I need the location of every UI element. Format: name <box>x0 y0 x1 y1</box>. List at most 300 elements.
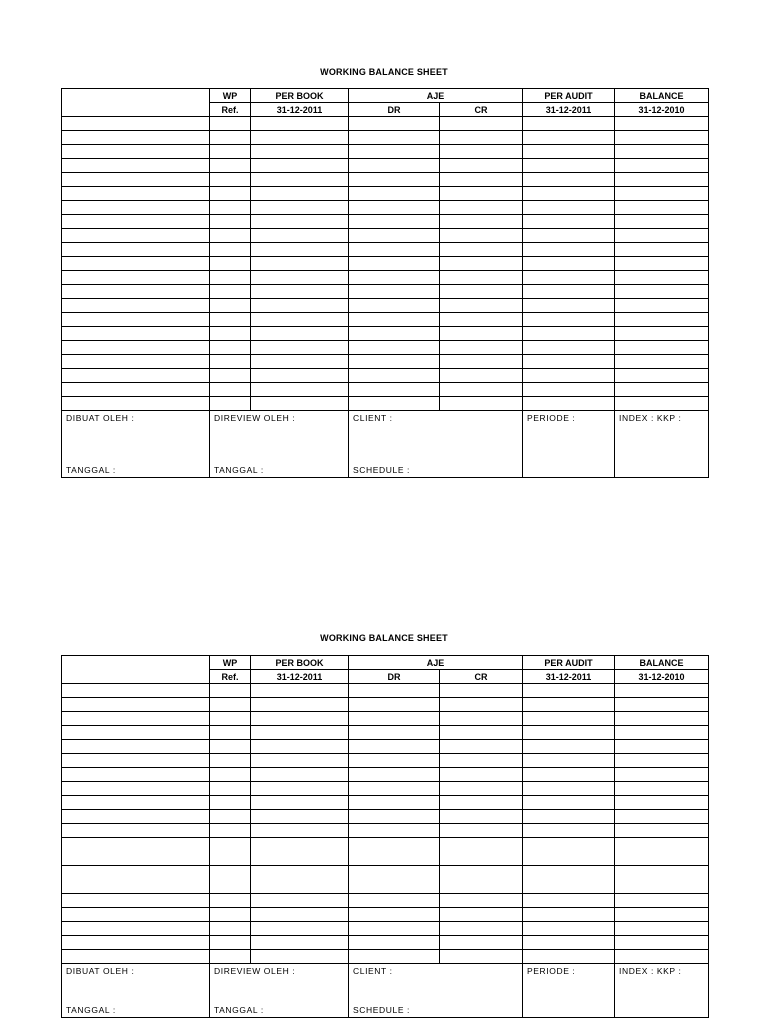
cr-cell <box>440 215 523 229</box>
cr-cell <box>440 810 523 824</box>
account-cell <box>62 187 210 201</box>
ledger-row <box>62 768 709 782</box>
cr-cell <box>440 866 523 894</box>
balance-header: BALANCE <box>615 656 709 670</box>
wp-ref-cell <box>210 341 251 355</box>
per-book-cell <box>251 908 349 922</box>
ledger-row <box>62 397 709 411</box>
per-audit-cell <box>523 159 615 173</box>
dr-header: DR <box>349 103 440 117</box>
account-cell <box>62 796 210 810</box>
balance-cell <box>615 782 709 796</box>
wp-ref-cell <box>210 131 251 145</box>
dr-cell <box>349 894 440 908</box>
cr-cell <box>440 327 523 341</box>
cr-cell <box>440 159 523 173</box>
per-book-cell <box>251 299 349 313</box>
wp-ref-cell <box>210 810 251 824</box>
ledger-row <box>62 383 709 397</box>
per-book-cell <box>251 313 349 327</box>
cr-cell <box>440 712 523 726</box>
per-audit-cell <box>523 838 615 866</box>
per-book-cell <box>251 726 349 740</box>
per-audit-cell <box>523 894 615 908</box>
cr-cell <box>440 229 523 243</box>
per-audit-cell <box>523 271 615 285</box>
wp-ref-cell <box>210 726 251 740</box>
cr-cell <box>440 740 523 754</box>
wp-ref-cell <box>210 922 251 936</box>
per-book-cell <box>251 754 349 768</box>
balance-cell <box>615 131 709 145</box>
schedule-label: SCHEDULE : <box>353 1005 411 1015</box>
dr-cell <box>349 383 440 397</box>
balance-cell <box>615 383 709 397</box>
account-cell <box>62 173 210 187</box>
ledger-row <box>62 866 709 894</box>
dr-cell <box>349 229 440 243</box>
dr-cell <box>349 698 440 712</box>
ledger-row <box>62 369 709 383</box>
wp-ref-cell <box>210 740 251 754</box>
wp-ref-cell <box>210 712 251 726</box>
wp-ref-cell <box>210 768 251 782</box>
account-cell <box>62 684 210 698</box>
wp-ref-cell <box>210 355 251 369</box>
wp-ref-cell <box>210 824 251 838</box>
cr-header: CR <box>440 103 523 117</box>
wp-ref-cell <box>210 173 251 187</box>
per-audit-cell <box>523 131 615 145</box>
per-audit-cell <box>523 782 615 796</box>
account-cell <box>62 327 210 341</box>
prepared-by-cell <box>62 964 210 1018</box>
account-cell <box>62 145 210 159</box>
ledger-row <box>62 229 709 243</box>
balance-header: BALANCE <box>615 89 709 103</box>
balance-cell <box>615 299 709 313</box>
per-book-cell <box>251 243 349 257</box>
wp-ref-cell <box>210 838 251 866</box>
prepared-by-label: DIBUAT OLEH : <box>66 413 135 423</box>
account-cell <box>62 313 210 327</box>
ledger-row <box>62 341 709 355</box>
per-audit-cell <box>523 173 615 187</box>
balance-cell <box>615 796 709 810</box>
dr-cell <box>349 397 440 411</box>
cr-cell <box>440 754 523 768</box>
ledger-row <box>62 173 709 187</box>
account-cell <box>62 397 210 411</box>
dr-header: DR <box>349 670 440 684</box>
cr-cell <box>440 894 523 908</box>
cr-cell <box>440 950 523 964</box>
per-audit-cell <box>523 922 615 936</box>
account-cell <box>62 383 210 397</box>
per-book-cell <box>251 712 349 726</box>
dr-cell <box>349 768 440 782</box>
account-cell <box>62 285 210 299</box>
ledger-row <box>62 131 709 145</box>
ledger-row <box>62 810 709 824</box>
prepared-by-cell <box>62 411 210 478</box>
dr-cell <box>349 684 440 698</box>
dr-cell <box>349 810 440 824</box>
ledger-row <box>62 796 709 810</box>
balance-cell <box>615 187 709 201</box>
per-book-cell <box>251 145 349 159</box>
ledger-row <box>62 243 709 257</box>
balance-date: 31-12-2010 <box>615 103 709 117</box>
wp-ref-cell <box>210 782 251 796</box>
ledger-row <box>62 271 709 285</box>
per-audit-cell <box>523 369 615 383</box>
per-audit-cell <box>523 810 615 824</box>
index-cell <box>615 411 709 478</box>
per-book-cell <box>251 201 349 215</box>
ledger-row <box>62 684 709 698</box>
ledger-row <box>62 355 709 369</box>
dr-cell <box>349 950 440 964</box>
wp-ref-cell <box>210 117 251 131</box>
account-cell <box>62 936 210 950</box>
per-book-cell <box>251 810 349 824</box>
balance-cell <box>615 369 709 383</box>
per-audit-cell <box>523 243 615 257</box>
ledger-row <box>62 285 709 299</box>
wp-ref-cell <box>210 397 251 411</box>
ledger-row <box>62 698 709 712</box>
per-audit-cell <box>523 754 615 768</box>
cr-cell <box>440 285 523 299</box>
ledger-row <box>62 922 709 936</box>
cr-cell <box>440 355 523 369</box>
dr-cell <box>349 824 440 838</box>
per-book-date: 31-12-2011 <box>251 103 349 117</box>
cr-cell <box>440 187 523 201</box>
per-audit-cell <box>523 187 615 201</box>
wp-ref-cell <box>210 383 251 397</box>
dr-cell <box>349 271 440 285</box>
account-cell <box>62 726 210 740</box>
per-audit-cell <box>523 796 615 810</box>
dr-cell <box>349 285 440 299</box>
per-audit-cell <box>523 229 615 243</box>
dr-cell <box>349 299 440 313</box>
ledger-row <box>62 824 709 838</box>
cr-cell <box>440 145 523 159</box>
wp-ref-cell <box>210 285 251 299</box>
account-cell <box>62 698 210 712</box>
cr-cell <box>440 684 523 698</box>
dr-cell <box>349 187 440 201</box>
dr-cell <box>349 341 440 355</box>
ledger-body <box>62 117 709 411</box>
date-label: TANGGAL : <box>214 1005 264 1015</box>
per-audit-date: 31-12-2011 <box>523 670 615 684</box>
date-label: TANGGAL : <box>66 465 116 475</box>
balance-cell <box>615 313 709 327</box>
dr-cell <box>349 754 440 768</box>
balance-cell <box>615 215 709 229</box>
cr-header: CR <box>440 670 523 684</box>
header-row <box>62 656 709 670</box>
dr-cell <box>349 257 440 271</box>
per-book-cell <box>251 768 349 782</box>
ledger-row <box>62 838 709 866</box>
dr-cell <box>349 782 440 796</box>
balance-cell <box>615 117 709 131</box>
balance-cell <box>615 145 709 159</box>
balance-cell <box>615 908 709 922</box>
per-audit-date: 31-12-2011 <box>523 103 615 117</box>
sheet-title: WORKING BALANCE SHEET <box>320 633 448 643</box>
cr-cell <box>440 131 523 145</box>
reviewed-by-cell <box>210 964 349 1018</box>
dr-cell <box>349 327 440 341</box>
cr-cell <box>440 796 523 810</box>
balance-cell <box>615 285 709 299</box>
account-cell <box>62 740 210 754</box>
balance-cell <box>615 866 709 894</box>
account-cell <box>62 824 210 838</box>
per-book-cell <box>251 341 349 355</box>
per-audit-cell <box>523 257 615 271</box>
per-book-cell <box>251 369 349 383</box>
account-cell <box>62 908 210 922</box>
per-book-cell <box>251 894 349 908</box>
per-book-date: 31-12-2011 <box>251 670 349 684</box>
period-label: PERIODE : <box>527 966 576 976</box>
date-label: TANGGAL : <box>66 1005 116 1015</box>
account-cell <box>62 894 210 908</box>
dr-cell <box>349 922 440 936</box>
balance-cell <box>615 355 709 369</box>
ledger-body <box>62 684 709 964</box>
cr-cell <box>440 173 523 187</box>
client-label: CLIENT : <box>353 966 393 976</box>
cr-cell <box>440 117 523 131</box>
balance-cell <box>615 341 709 355</box>
per-audit-cell <box>523 145 615 159</box>
account-cell <box>62 838 210 866</box>
account-cell <box>62 369 210 383</box>
working-balance-sheet-table <box>61 88 709 478</box>
per-book-cell <box>251 740 349 754</box>
per-audit-cell <box>523 936 615 950</box>
client-label: CLIENT : <box>353 413 393 423</box>
account-cell <box>62 159 210 173</box>
dr-cell <box>349 796 440 810</box>
dr-cell <box>349 159 440 173</box>
balance-cell <box>615 740 709 754</box>
wp-ref-cell <box>210 187 251 201</box>
wp-ref-cell <box>210 201 251 215</box>
per-audit-cell <box>523 908 615 922</box>
cr-cell <box>440 257 523 271</box>
dr-cell <box>349 726 440 740</box>
ledger-row <box>62 145 709 159</box>
prepared-by-label: DIBUAT OLEH : <box>66 966 135 976</box>
account-cell <box>62 215 210 229</box>
cr-cell <box>440 369 523 383</box>
cr-cell <box>440 824 523 838</box>
per-audit-cell <box>523 740 615 754</box>
per-audit-cell <box>523 726 615 740</box>
per-audit-cell <box>523 299 615 313</box>
cr-cell <box>440 782 523 796</box>
ledger-row <box>62 894 709 908</box>
per-audit-cell <box>523 950 615 964</box>
per-book-cell <box>251 257 349 271</box>
wp-ref-cell <box>210 684 251 698</box>
wp-ref-cell <box>210 257 251 271</box>
signoff-row <box>62 411 709 478</box>
index-kkp-label: INDEX : KKP : <box>619 413 682 423</box>
ledger-row <box>62 754 709 768</box>
balance-cell <box>615 754 709 768</box>
reviewed-by-label: DIREVIEW OLEH : <box>214 966 296 976</box>
wp-ref-cell <box>210 229 251 243</box>
balance-cell <box>615 243 709 257</box>
account-header-cell <box>62 89 210 117</box>
sheet-title: WORKING BALANCE SHEET <box>320 67 448 77</box>
period-label: PERIODE : <box>527 413 576 423</box>
wp-ref-cell <box>210 950 251 964</box>
ledger-row <box>62 908 709 922</box>
per-book-cell <box>251 922 349 936</box>
per-audit-cell <box>523 383 615 397</box>
per-book-cell <box>251 327 349 341</box>
balance-cell <box>615 950 709 964</box>
per-audit-cell <box>523 712 615 726</box>
account-cell <box>62 341 210 355</box>
account-cell <box>62 355 210 369</box>
ledger-row <box>62 936 709 950</box>
client-cell <box>349 964 523 1018</box>
wp-ref-cell <box>210 866 251 894</box>
per-book-cell <box>251 950 349 964</box>
account-cell <box>62 866 210 894</box>
wp-header: WP <box>210 656 251 670</box>
account-cell <box>62 712 210 726</box>
balance-cell <box>615 726 709 740</box>
per-book-cell <box>251 131 349 145</box>
ref-header: Ref. <box>210 103 251 117</box>
cr-cell <box>440 243 523 257</box>
cr-cell <box>440 908 523 922</box>
balance-cell <box>615 936 709 950</box>
account-cell <box>62 810 210 824</box>
working-balance-sheet-table <box>61 655 709 1018</box>
cr-cell <box>440 397 523 411</box>
wp-ref-cell <box>210 894 251 908</box>
balance-cell <box>615 173 709 187</box>
per-book-cell <box>251 285 349 299</box>
per-book-cell <box>251 796 349 810</box>
account-cell <box>62 950 210 964</box>
ledger-row <box>62 117 709 131</box>
period-cell <box>523 964 615 1018</box>
balance-cell <box>615 159 709 173</box>
balance-cell <box>615 824 709 838</box>
per-book-cell <box>251 271 349 285</box>
cr-cell <box>440 726 523 740</box>
balance-cell <box>615 201 709 215</box>
per-book-cell <box>251 838 349 866</box>
dr-cell <box>349 145 440 159</box>
account-cell <box>62 922 210 936</box>
client-cell <box>349 411 523 478</box>
balance-cell <box>615 698 709 712</box>
wp-ref-cell <box>210 796 251 810</box>
dr-cell <box>349 866 440 894</box>
ledger-row <box>62 313 709 327</box>
per-audit-cell <box>523 285 615 299</box>
wp-ref-cell <box>210 754 251 768</box>
wp-ref-cell <box>210 243 251 257</box>
dr-cell <box>349 201 440 215</box>
ledger-row <box>62 201 709 215</box>
index-cell <box>615 964 709 1018</box>
per-audit-cell <box>523 684 615 698</box>
wp-ref-cell <box>210 327 251 341</box>
dr-cell <box>349 712 440 726</box>
wp-ref-cell <box>210 159 251 173</box>
ledger-row <box>62 257 709 271</box>
balance-cell <box>615 894 709 908</box>
per-book-cell <box>251 824 349 838</box>
cr-cell <box>440 768 523 782</box>
dr-cell <box>349 369 440 383</box>
per-book-cell <box>251 159 349 173</box>
balance-cell <box>615 257 709 271</box>
per-book-cell <box>251 215 349 229</box>
cr-cell <box>440 313 523 327</box>
cr-cell <box>440 299 523 313</box>
wp-ref-cell <box>210 908 251 922</box>
per-book-header: PER BOOK <box>251 656 349 670</box>
period-cell <box>523 411 615 478</box>
dr-cell <box>349 117 440 131</box>
per-audit-cell <box>523 313 615 327</box>
per-audit-cell <box>523 327 615 341</box>
per-audit-header: PER AUDIT <box>523 656 615 670</box>
ledger-row <box>62 782 709 796</box>
cr-cell <box>440 271 523 285</box>
balance-cell <box>615 838 709 866</box>
index-kkp-label: INDEX : KKP : <box>619 966 682 976</box>
dr-cell <box>349 355 440 369</box>
per-audit-cell <box>523 824 615 838</box>
account-cell <box>62 243 210 257</box>
balance-cell <box>615 271 709 285</box>
account-cell <box>62 754 210 768</box>
balance-cell <box>615 922 709 936</box>
dr-cell <box>349 215 440 229</box>
dr-cell <box>349 936 440 950</box>
per-audit-cell <box>523 355 615 369</box>
ref-header: Ref. <box>210 670 251 684</box>
ledger-row <box>62 215 709 229</box>
ledger-row <box>62 950 709 964</box>
account-header-cell <box>62 656 210 684</box>
per-audit-cell <box>523 341 615 355</box>
balance-date: 31-12-2010 <box>615 670 709 684</box>
schedule-label: SCHEDULE : <box>353 465 411 475</box>
date-label: TANGGAL : <box>214 465 264 475</box>
reviewed-by-cell <box>210 411 349 478</box>
